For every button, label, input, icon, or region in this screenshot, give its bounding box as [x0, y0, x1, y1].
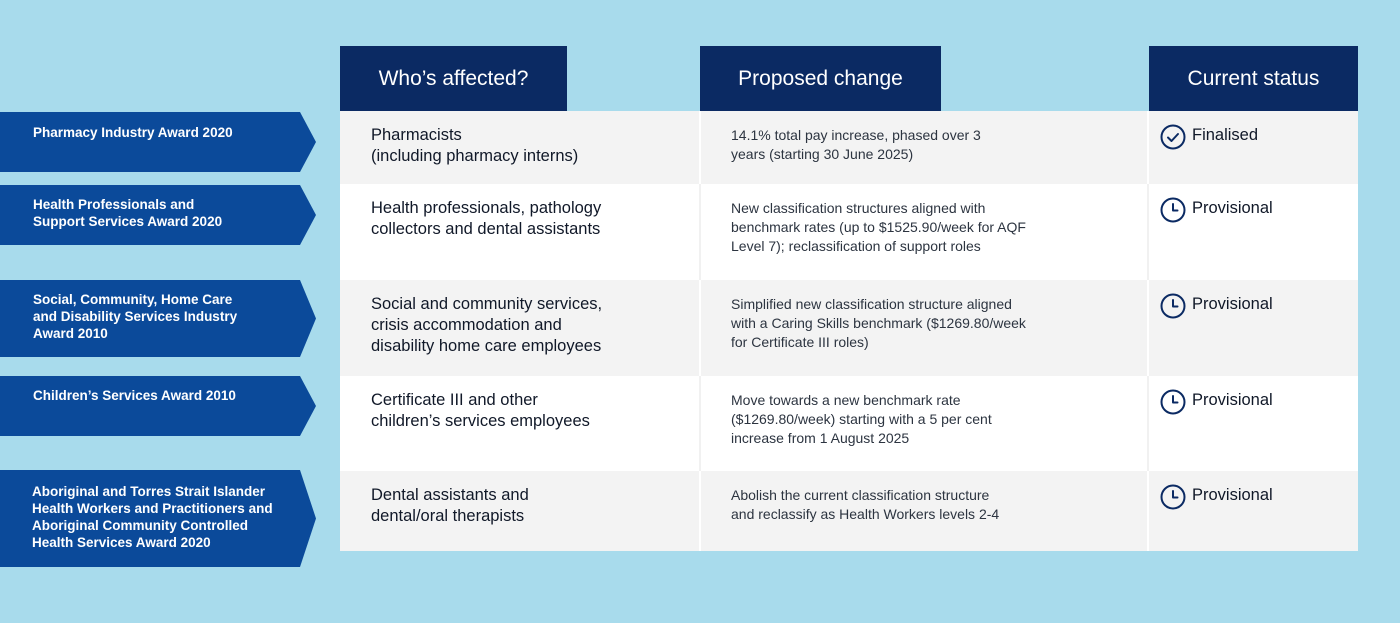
status-text: Finalised — [1192, 126, 1259, 144]
award-label — [0, 376, 300, 436]
table-row — [340, 376, 1358, 471]
who-affected-cell — [340, 111, 701, 184]
header-who-affected: Who’s affected? — [340, 46, 567, 111]
proposed-change-cell — [701, 111, 1149, 184]
status-cell — [1149, 111, 1358, 184]
table-row — [340, 280, 1358, 376]
award-label-text: Social, Community, Home Care and Disability Services Industry Award 2010 — [33, 292, 238, 341]
check-circle-icon — [1160, 124, 1186, 150]
award-label — [0, 280, 300, 357]
proposed-change-text: 14.1% total pay increase, phased over 3 years (starting 30 June 2025) — [731, 127, 981, 162]
proposed-change-cell — [701, 184, 1149, 280]
arrow-right-icon — [300, 376, 316, 436]
award-label-text: Children’s Services Award 2010 — [33, 388, 236, 403]
arrow-right-icon — [300, 112, 316, 172]
who-affected-text: Pharmacists (including pharmacy interns) — [371, 126, 579, 165]
who-affected-cell — [340, 184, 701, 280]
award-label — [0, 470, 300, 567]
proposed-change-text: Move towards a new benchmark rate ($1269.80/week) starting with a 5 per cent increase from 1 August 2025 — [731, 392, 992, 446]
table-row — [340, 184, 1358, 280]
who-affected-text: Health professionals, pathology collectors and dental assistants — [371, 199, 602, 238]
award-label-text: Aboriginal and Torres Strait Islander Health Workers and Practitioners and Aboriginal Community Controlled Health Services Award 2020 — [32, 484, 273, 550]
clock-icon — [1160, 197, 1186, 223]
status-text: Provisional — [1192, 199, 1273, 217]
table-row — [340, 111, 1358, 184]
clock-icon — [1160, 293, 1186, 319]
award-label-text: Pharmacy Industry Award 2020 — [33, 125, 233, 140]
status-cell — [1149, 376, 1358, 471]
proposed-change-text: Abolish the current classification structure and reclassify as Health Workers levels 2-4 — [731, 487, 1000, 522]
arrow-right-icon — [300, 280, 316, 357]
status-text: Provisional — [1192, 295, 1273, 313]
who-affected-cell — [340, 471, 701, 551]
award-label-text: Health Professionals and Support Services Award 2020 — [33, 197, 223, 229]
arrow-right-icon — [300, 185, 316, 245]
proposed-change-cell — [701, 471, 1149, 551]
proposed-change-cell — [701, 280, 1149, 376]
who-affected-text: Certificate III and other children’s services employees — [371, 391, 590, 430]
who-affected-text: Social and community services, crisis accommodation and disability home care employees — [371, 295, 603, 355]
clock-icon — [1160, 389, 1186, 415]
status-text: Provisional — [1192, 391, 1273, 409]
header-proposed-change: Proposed change — [700, 46, 941, 111]
status-text: Provisional — [1192, 486, 1273, 504]
proposed-change-cell — [701, 376, 1149, 471]
award-label — [0, 185, 300, 245]
proposed-change-text: Simplified new classification structure aligned with a Caring Skills benchmark ($1269.80/week for Certificate III roles) — [731, 296, 1026, 350]
who-affected-text: Dental assistants and dental/oral therapists — [371, 486, 529, 525]
award-label — [0, 112, 300, 172]
table-row — [340, 471, 1358, 551]
arrow-right-icon — [300, 470, 316, 567]
who-affected-cell — [340, 376, 701, 471]
status-cell — [1149, 280, 1358, 376]
header-current-status: Current status — [1149, 46, 1358, 111]
proposed-change-text: New classification structures aligned with benchmark rates (up to $1525.90/week for AQF Level 7); reclassification of support roles — [731, 200, 1026, 254]
who-affected-cell — [340, 280, 701, 376]
status-cell — [1149, 471, 1358, 551]
status-cell — [1149, 184, 1358, 280]
clock-icon — [1160, 484, 1186, 510]
